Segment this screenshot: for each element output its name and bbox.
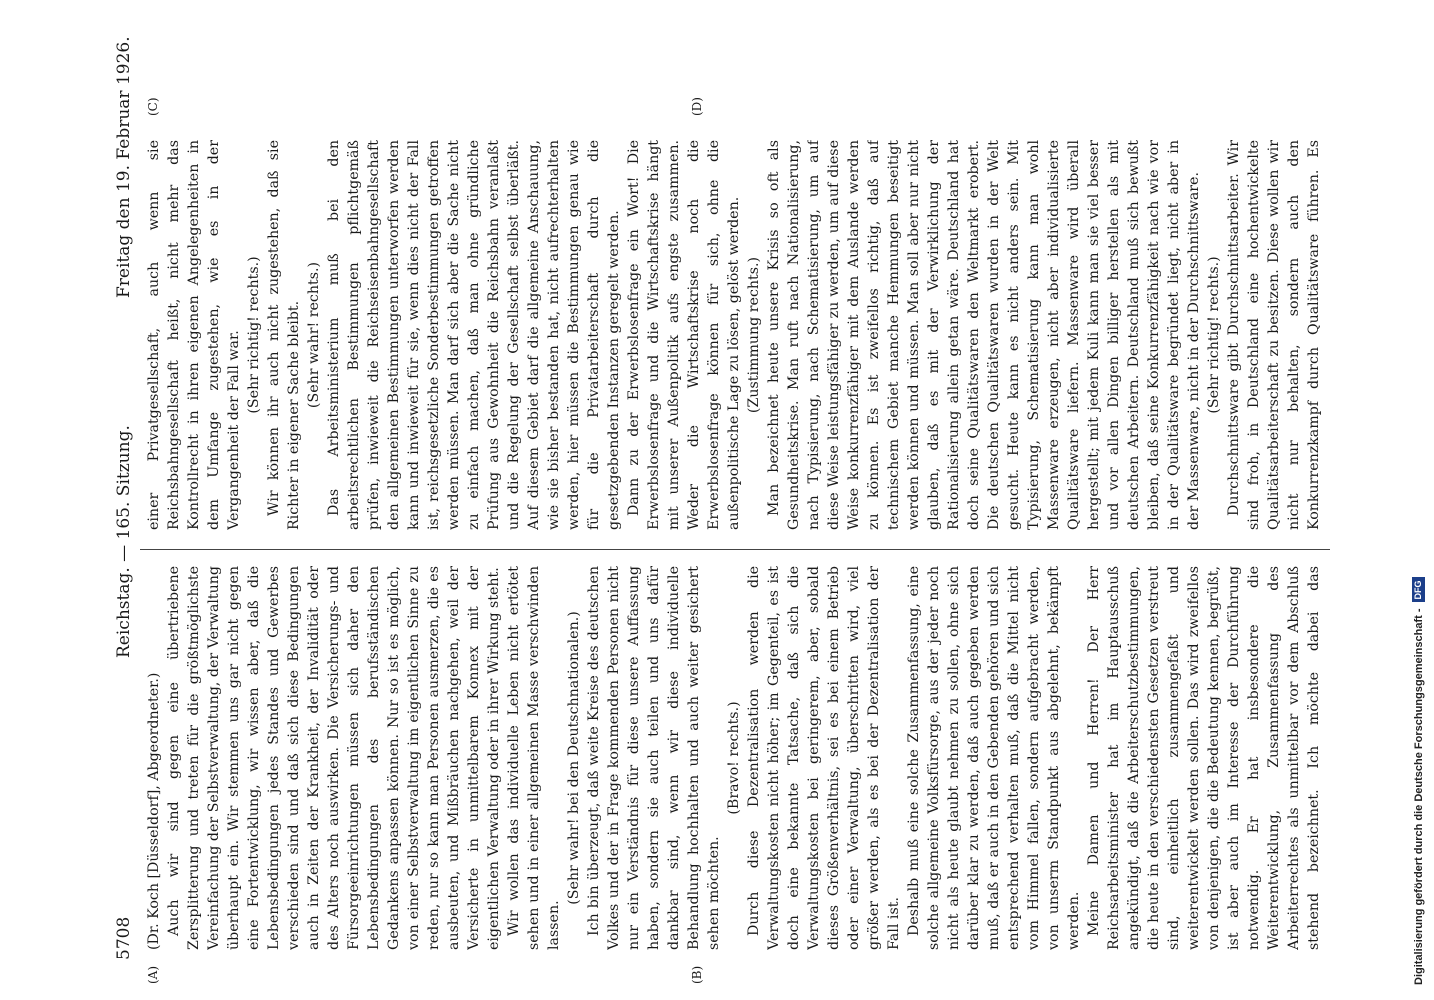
- rotated-document-page: [110, 36, 1330, 984]
- interjection: (Sehr wahr! rechts.): [306, 261, 322, 409]
- interjection: (Bravo! rechts.): [726, 701, 742, 815]
- margin-mark-a: (A): [146, 965, 160, 984]
- credit-text: Digitalisierung gefördert durch die Deutsche Forschungsgemeinschaft -: [1412, 608, 1425, 985]
- paragraph-text: Der Herr Reichsarbeitsminister hat im Hauptausschuß angekündigt, daß die Arbeiterschutzbestimmungen, die heute in den verschiedensten Gesetzen verstreut sind, einheitlich zusammengefaßt und weiterentwickelt werden sollen. Das wird zweifellos von denjenigen, die die Bedeutung kennen, begrüßt, ist aber auch im Interesse der Durchführung notwendig. Er hat insbesondere die Weiterentwicklung, Zusammenfassung des Arbeiterrechtes als unmittelbar vor dem Abschluß stehend bezeichnet. Ich möchte dabei das: [1086, 566, 1322, 950]
- salutation: Meine Damen und Herren!: [1086, 678, 1102, 936]
- paragraph: Wir wollen das individuelle Leben nicht ertötet sehen und in einer allgemeinen Masse verschwinden lassen.: [506, 566, 562, 950]
- paragraph: Ich bin überzeugt, daß weite Kreise des deutschen Volkes und der in Frage kommenden Personen nicht nur ein Verständnis für diese unsere Auffassung haben, sondern sie auch teilen und uns dafür dankbar sind, wenn wir diese individuelle Behandlung hochhalten und auch weiter gesichert sehen möchten.: [586, 566, 722, 950]
- paragraph: Durch diese Dezentralisation werden die Verwaltungskosten nicht höher; im Gegenteil, es ist doch eine bekannte Tatsache, daß sich die Verwaltungskosten bei geringerem, aber, sobald dieses Größenverhältnis, sei es bei einem Betrieb oder einer Verwaltung, überschritten wird, viel größer werden, als es bei der Dezentralisation der Fall ist.: [746, 566, 902, 950]
- interjection: (Sehr wahr! bei den Deutschnationalen.): [566, 611, 582, 905]
- right-text-column: [144, 140, 1324, 530]
- margin-mark-d: (D): [690, 97, 704, 116]
- page-header: [110, 36, 140, 968]
- left-running-head: Reichstag. — 165. Sitzung.: [114, 425, 134, 658]
- left-text-column: [144, 566, 1324, 950]
- paragraph: Das Arbeitsministerium muß bei den arbeitsrechtlichen Bestimmungen pflichtgemäß prüfen, inwieweit die Reichseisenbahngesellschaft den allgemeinen Bestimmungen unterworfen werden kann und inwieweit für sie, wenn dies nicht der Fall ist, reichsgesetzliche Sonderbestimmungen getroffen werden müssen. Man darf sich aber die Sache nicht zu einfach machen, daß man ohne gründliche Prüfung aus Gewohnheit die Reichsbahn veranlaßt und die Regelung der Gesellschaft selbst überläßt. Auf diesem Gebiet darf die allgemeine Anschauung, wie sie bisher bestanden hat, nicht aufrechterhalten werden, hier müssen die Bestimmungen genau wie für die Privatarbeiterschaft durch die gesetzgebenden Instanzen geregelt werden.: [326, 140, 622, 530]
- margin-mark-b: (B): [690, 965, 704, 984]
- margin-mark-c: (C): [146, 97, 160, 116]
- interjection: (Zustimmung rechts.): [746, 256, 762, 414]
- paragraph: einer Privatgesellschaft, auch wenn sie Reichsbahngesellschaft heißt, nicht mehr das Kontrollrecht in ihren eigenen Angelegenheiten in dem Umfange zugestehen, wie es in der Vergangenheit der Fall war.: [146, 140, 242, 530]
- digitization-credit: [1412, 577, 1425, 985]
- paragraph: [1084, 566, 1324, 950]
- right-running-head: Freitag den 19. Februar 1926.: [114, 36, 134, 298]
- speaker-attribution: (Dr. Koch [Düsseldorf], Abgeordneter.): [146, 672, 162, 950]
- page-number: 5708: [114, 916, 134, 960]
- interjection: (Sehr richtig! rechts.): [1206, 256, 1222, 414]
- paragraph: Wir können ihr auch nicht zugestehen, daß sie Richter in eigener Sache bleibt.: [266, 140, 302, 530]
- dfg-logo: DFG: [1412, 577, 1425, 602]
- paragraph: Man bezeichnet heute unsere Krisis so oft als Gesundheitskrise. Man ruft nach Nationalisierung, nach Typisierung, nach Schematisierung, um auf diese Weise leistungsfähiger zu werden, um auf diese Weise konkurrenzfähiger mit dem Auslande werden zu können. Es ist zweifellos richtig, daß auf technischem Gebiet manche Hemmungen beseitigt werden können und müssen. Man soll aber nur nicht glauben, daß es mit der Verwirklichung der Rationalisierung allein getan wäre. Deutschland hat doch seine Qualitätswaren den Weltmarkt erobert. Die deutschen Qualitätswaren wurden in der Welt gesucht. Heute kann es nicht anders sein. Mit Typisierung, Schematisierung kann man wohl Massenware erzeugen, nicht aber individualisierte Qualitätsware liefern. Massenware wird überall hergestellt; mit jedem Kuli kann man sie viel besser und vor allen Dingen billiger herstellen als mit deutschen Arbeitern. Deutschland muß sich bewußt bleiben, daß seine Konkurrenzfähigkeit nach wie vor in der Qualitätsware begründet liegt, nicht aber in der Massenware, nicht in der Durchschnittsware.: [766, 140, 1202, 530]
- paragraph: Dann zu der Erwerbslosenfrage ein Wort! Die Erwerbslosenfrage und die Wirtschaftskrise hängt mit unserer Außenpolitik aufs engste zusammen. Weder die Wirtschaftskrise noch die Erwerbslosenfrage können für sich, ohne die außenpolitische Lage zu lösen, gelöst werden.: [626, 140, 742, 530]
- paragraph: Auch wir sind gegen eine übertriebene Zersplitterung und treten für die größtmöglichste Vereinfachung der Selbstverwaltung, der Verwaltung überhaupt ein. Wir stemmen uns gar nicht gegen eine Fortentwicklung, wir wissen aber, daß die Lebensbedingungen jedes Standes und Gewerbes verschieden sind und daß sich diese Bedingungen auch in Zeiten der Krankheit, der Invalidität oder des Alters noch auswirken. Die Versicherungs- und Fürsorgeeinrichtungen müssen sich daher den Lebensbedingungen des berufsständischen Gedankens anpassen können. Nur so ist es möglich, von einer Selbstverwaltung im eigentlichen Sinne zu reden, nur so kann man Personen ausmerzen, die es ausbeuten, und Mißbräuchen nachgehen, weil der Versicherte in unmittelbarem Konnex mit der eigentlichen Verwaltung oder in ihrer Wirkung steht.: [166, 566, 502, 950]
- paragraph: Deshalb muß eine solche Zusammenfassung, eine solche allgemeine Volksfürsorge, aus der jeder noch nicht als heute glaubt nehmen zu sollen, ohne sich darüber klar zu werden, daß auch gegeben werden muß, daß er auch in den Gebenden gehören und sich entsprechend verhalten muß, daß die Mittel nicht vom Himmel fallen, sondern aufgebracht werden, von unserm Standpunkt aus abgelehnt, bekämpft werden.: [906, 566, 1082, 950]
- interjection: (Sehr richtig! rechts.): [246, 256, 262, 414]
- paragraph: Durchschnittsware gibt Durchschnittsarbeiter. Wir sind froh, in Deutschland eine hochentwickelte Qualitätsarbeiterschaft zu besitzen. Diese wollen wir nicht nur behalten, sondern auch den Konkurrenzkampf durch Qualitätsware führen. Es: [1226, 140, 1322, 530]
- column-divider: [140, 549, 1330, 550]
